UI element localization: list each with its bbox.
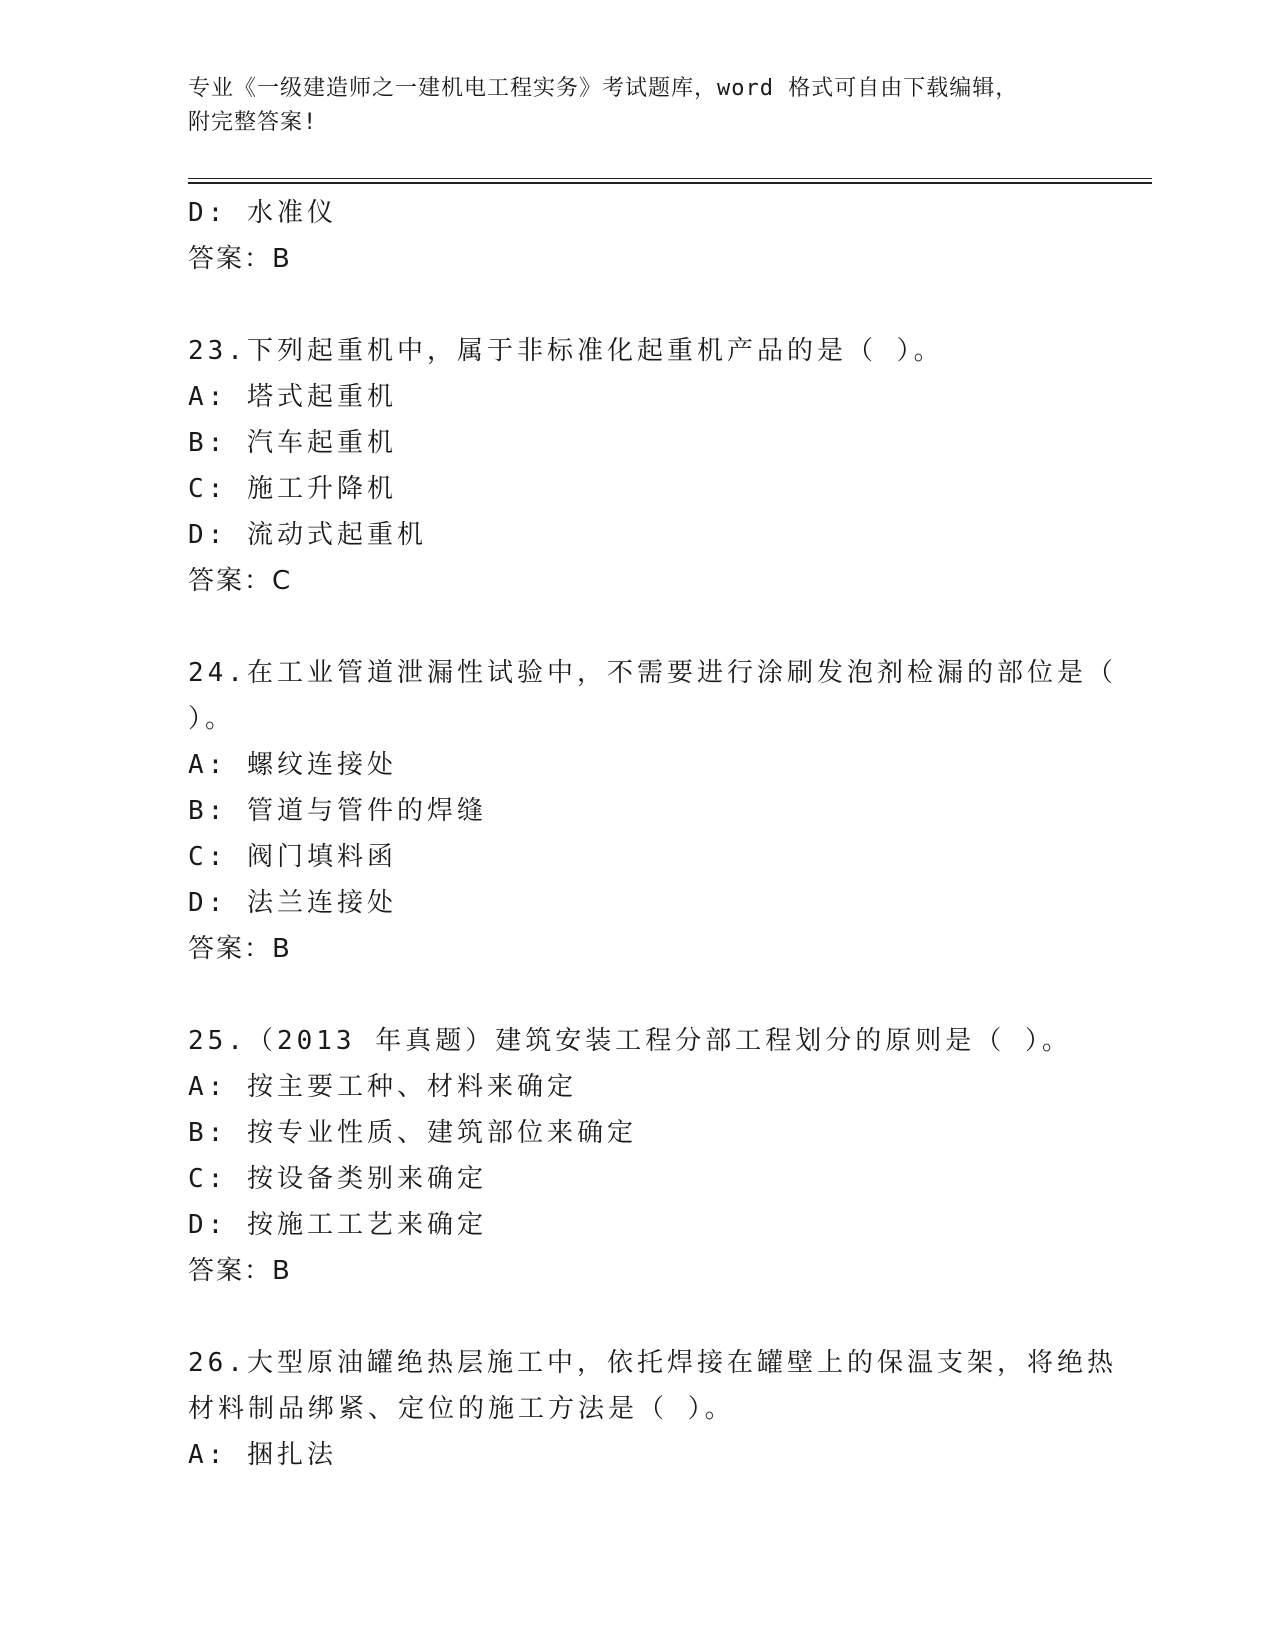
question-stem-line-1: 24.在工业管道泄漏性试验中，不需要进行涂刷发泡剂检漏的部位是（ [188,658,1117,688]
spacer [188,1294,1088,1340]
question-stem: 25.（2013 年真题）建筑安装工程分部工程划分的原则是（ ）。 [188,1026,1072,1056]
option-a: A: 捆扎法 [188,1440,337,1470]
option-b: B: 按专业性质、建筑部位来确定 [188,1118,637,1148]
header-line-1: 专业《一级建造师之一建机电工程实务》考试题库，word 格式可自由下载编辑， [188,76,1019,101]
option-c: C: 施工升降机 [188,474,397,504]
option-d: D: 流动式起重机 [188,520,427,550]
header-divider-thin [188,178,1152,179]
spacer [188,972,1088,1018]
option-d: D: 水准仪 [188,198,337,228]
option-d: D: 按施工工艺来确定 [188,1210,487,1240]
option-d: D: 法兰连接处 [188,888,397,918]
question-stem-line-2: 材料制品绑紧、定位的施工方法是（ ）。 [188,1394,735,1424]
option-b: B: 汽车起重机 [188,428,397,458]
question-stem: 23.下列起重机中，属于非标准化起重机产品的是（ ）。 [188,336,944,366]
option-a: A: 塔式起重机 [188,382,397,412]
option-b: B: 管道与管件的焊缝 [188,796,487,826]
option-c: C: 按设备类别来确定 [188,1164,487,1194]
answer-line: 答案：C [188,566,293,596]
option-c: C: 阀门填料函 [188,842,397,872]
answer-line: 答案：B [188,1256,292,1286]
answer-line: 答案：B [188,934,292,964]
question-stem-line-1: 26.大型原油罐绝热层施工中，依托焊接在罐壁上的保温支架，将绝热 [188,1348,1117,1378]
answer-line: 答案：B [188,244,292,274]
header-line-2: 附完整答案! [188,110,318,135]
question-list [188,190,1117,1478]
spacer [188,604,1088,650]
document-header [188,72,1088,140]
spacer [188,282,1088,328]
option-a: A: 按主要工种、材料来确定 [188,1072,577,1102]
question-stem-line-2: ）。 [188,704,236,734]
option-a: A: 螺纹连接处 [188,750,397,780]
header-divider-thick [188,182,1152,184]
